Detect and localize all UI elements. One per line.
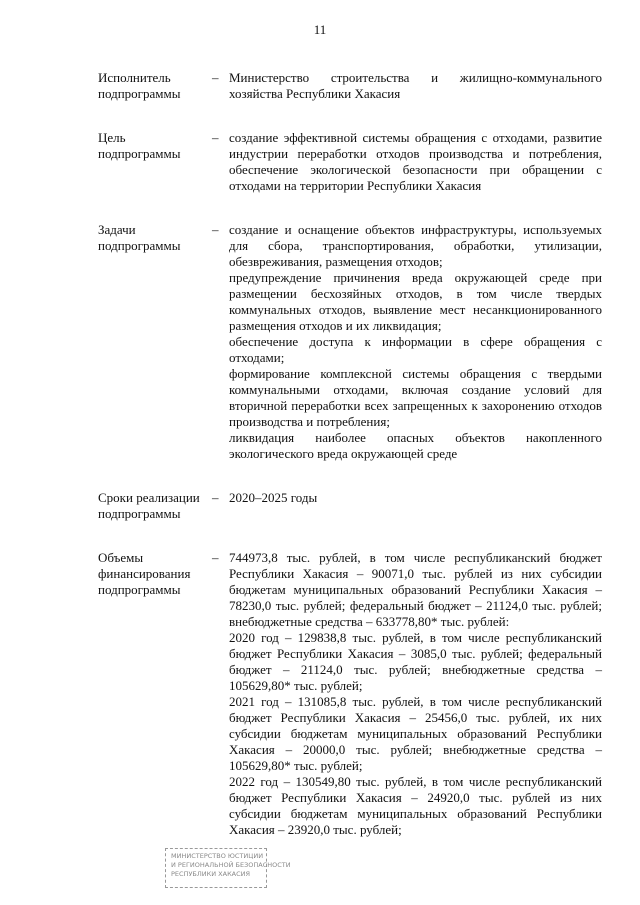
row-label: Задачи подпрограммы	[98, 222, 181, 253]
row-value: создание и оснащение объектов инфраструктуры, используемых для сбора, транспортирования, обработки, утилизации, обезвреживания, размещения отходов; предупреждение причинения вреда окружающей среде при размещении бесхозяйных отходов, в том числе твердых коммунальных отходов, выявление мест несанкционированного размещения отходов и их ликвидация; обеспечение доступа к информации в сфере обращения с отходами; формирование комплексной системы обращения с твердыми коммунальными отходами, включая создание условий для вторичной переработки всех запрещенных к захоронению отходов производства и потребления; ликвидация наиболее опасных объектов накопленного экологического вреда окружающей среде	[229, 222, 602, 461]
row-value: 744973,8 тыс. рублей, в том числе республиканский бюджет Республики Хакасия – 90071,0 тыс. рублей из них субсидии бюджетам муниципальных образований Республики Хакасия – 78230,0 тыс. рублей; федеральный бюджет – 21124,0 тыс. рублей; внебюджетные средства – 633778,80* тыс. рублей: 2020 год – 129838,8 тыс. рублей, в том числе республиканский бюджет Республики Хакасия – 3085,0 тыс. рублей; федеральный бюджет – 21124,0 тыс. рублей; внебюджетные средства – 105629,80* тыс. рублей; 2021 год – 131085,8 тыс. рублей, в том числе республиканский бюджет Республики Хакасия – 25456,0 тыс. рублей, их них субсидии бюджетам муниципальных образований Республики Хакасия – 20000,0 тыс. рублей; внебюджетные средства – 105629,80* тыс. рублей; 2022 год – 130549,80 тыс. рублей, в том числе республиканский бюджет Республики Хакасия – 24920,0 тыс. рублей из них субсидии бюджетам муниципальных образований Республики Хакасия – 23920,0 тыс. рублей;	[229, 550, 602, 837]
dash: –	[212, 490, 219, 505]
dash: –	[212, 222, 219, 237]
row-value: Министерство строительства и жилищно-коммунального хозяйства Республики Хакасия	[229, 70, 602, 101]
row-label: Исполнитель подпрограммы	[98, 70, 181, 101]
row-label: Объемы финансирования подпрограммы	[98, 550, 191, 597]
dash: –	[212, 70, 219, 85]
row-value: 2020–2025 годы	[229, 490, 318, 505]
dash: –	[212, 130, 219, 145]
page-number: 11	[313, 22, 327, 37]
registration-stamp: МИНИСТЕРСТВО ЮСТИЦИИ И РЕГИОНАЛЬНОЙ БЕЗОПАСНОСТИ РЕСПУБЛИКИ ХАКАСИЯ	[165, 848, 267, 888]
row-label: Сроки реализации подпрограммы	[98, 490, 200, 521]
row-label: Цель подпрограммы	[98, 130, 181, 161]
row-value: создание эффективной системы обращения с отходами, развитие индустрии переработки отходов производства и потребления, обеспечение экологической безопасности при обращении с отходами на территории Республики Хакасия	[229, 130, 602, 193]
dash: –	[212, 550, 219, 565]
